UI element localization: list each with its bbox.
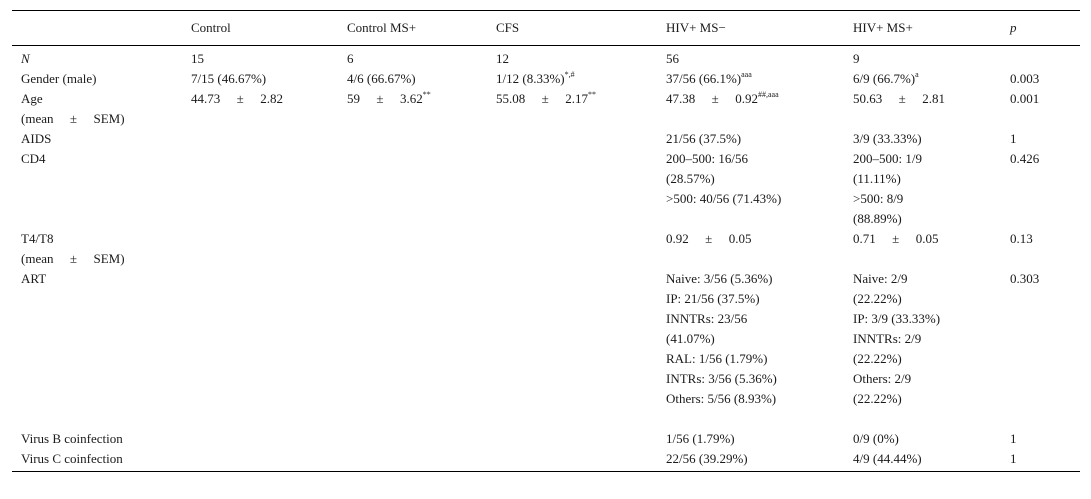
table-row-art [12,269,1080,429]
cell-p: 1 [1010,451,1017,466]
cell-control-ms [338,429,487,449]
cell-line: (28.57%) [666,171,715,186]
cell-hiv-ms-pos: 3/9 (33.33%) [853,131,922,146]
table-row-age [12,89,1080,129]
row-label-line1: T4/T8 [21,231,54,246]
row-label: N [21,51,30,66]
header-hiv-ms-pos: HIV+ MS+ [853,20,913,35]
plus-minus: ± [898,91,906,106]
header-control-ms: Control MS+ [347,20,417,35]
cell-control-ms: 6 [347,51,354,66]
sem-value: 2.81 [922,91,945,106]
label-part: SEM) [93,251,125,266]
cell-cfs [487,149,657,229]
cell-p: 0.003 [1010,71,1040,86]
cell-cfs: 12 [496,51,509,66]
header-control: Control [191,20,231,35]
cell-line: 200–500: 1/9 [853,151,922,166]
cell-hiv-ms-neg [657,89,844,129]
cell-cfs [487,129,657,149]
mean-value: 0.92 [666,231,689,246]
cell-hiv-ms-neg: 22/56 (39.29%) [666,451,748,466]
mean-value: 47.38 [666,91,696,106]
cell-hiv-ms-pos: 9 [853,51,860,66]
cell-line: >500: 40/56 (71.43%) [666,191,782,206]
cell-control: 15 [191,51,204,66]
table-row-virus-c [12,449,1080,472]
cell-line: Naive: 3/56 (5.36%) [666,271,773,286]
significance-mark: a [915,69,919,79]
row-label: Virus B coinfection [21,431,123,446]
table-row-aids [12,129,1080,149]
row-label-line1: Age [21,91,43,106]
cell-line: INTRs: 3/56 (5.36%) [666,371,777,386]
cell-line: INNTRs: 23/56 [666,311,748,326]
header-hiv-ms-neg: HIV+ MS− [666,20,726,35]
row-label: AIDS [21,131,52,146]
cell-line: Others: 5/56 (8.93%) [666,391,777,406]
cell-control-ms [338,449,487,472]
significance-mark: ** [422,89,431,99]
significance-mark: aaa [741,69,752,79]
cell-value: 37/56 (66.1%) [666,71,742,86]
cell-cfs [487,229,657,269]
header-p-value: p [1010,20,1017,35]
cell-control [182,89,338,129]
cell-line: Naive: 2/9 [853,271,908,286]
cell-control-ms [338,229,487,269]
row-label [12,89,182,129]
cell-hiv-ms-pos [844,229,1001,269]
cell-control-ms [338,129,487,149]
cell-line: (11.11%) [853,171,901,186]
cell-cfs [487,449,657,472]
cell-line: IP: 21/56 (37.5%) [666,291,760,306]
cell-line: >500: 8/9 [853,191,904,206]
row-label: Gender (male) [21,71,97,86]
row-label: Virus C coinfection [21,451,123,466]
mean-value: 0.71 [853,231,876,246]
mean-value: 50.63 [853,91,883,106]
plus-minus: ± [711,91,719,106]
table-row-t4t8 [12,229,1080,269]
mean-value: 59 [347,91,360,106]
header-row [12,11,1080,46]
sem-value: 0.05 [915,231,939,246]
label-part: (mean [21,111,54,126]
cell-line: (22.22%) [853,351,902,366]
plus-minus: ± [69,251,78,266]
characteristics-table [12,10,1080,472]
cell-control [182,269,338,429]
cell-p: 1 [1010,431,1017,446]
cell-control [182,129,338,149]
cell-p: 0.303 [1010,271,1040,286]
cell-hiv-ms-neg [657,69,844,89]
cell-line: RAL: 1/56 (1.79%) [666,351,768,366]
cell-control [182,449,338,472]
significance-mark: ##,aaa [758,89,779,99]
row-label: CD4 [21,151,46,166]
cell-cfs [487,269,657,429]
label-part: (mean [21,251,54,266]
cell-hiv-ms-pos [844,69,1001,89]
cell-cfs [487,89,657,129]
row-label: ART [21,271,47,286]
cell-p: 1 [1010,131,1017,146]
cell-value: 6/9 (66.7%) [853,71,916,86]
sem-value: 3.62 [400,91,423,106]
mean-value: 55.08 [496,91,526,106]
cell-hiv-ms-neg: 56 [666,51,679,66]
cell-hiv-ms-neg [657,229,844,269]
sem-value: 0.92 [735,91,758,106]
cell-line: (22.22%) [853,391,902,406]
cell-line: Others: 2/9 [853,371,912,386]
sem-value: 2.82 [260,91,283,106]
cell-line: (88.89%) [853,211,902,226]
cell-cfs [487,69,657,89]
cell-p: 0.13 [1010,231,1033,246]
cell-line: IP: 3/9 (33.33%) [853,311,941,326]
plus-minus: ± [705,231,713,246]
sem-value: 2.17 [565,91,588,106]
significance-mark: *,# [564,69,575,79]
cell-hiv-ms-neg: 1/56 (1.79%) [666,431,735,446]
row-label-line2 [21,249,182,269]
characteristics-table-container [12,10,1080,472]
cell-hiv-ms-pos: 0/9 (0%) [853,431,899,446]
cell-control-ms [338,269,487,429]
cell-control-ms [338,89,487,129]
cell-p: 0.426 [1010,151,1040,166]
plus-minus: ± [376,91,384,106]
cell-control [182,429,338,449]
cell-control: 7/15 (46.67%) [191,71,267,86]
cell-control [182,229,338,269]
cell-hiv-ms-neg: 21/56 (37.5%) [666,131,742,146]
cell-control-ms [338,149,487,229]
cell-value: 1/12 (8.33%) [496,71,565,86]
sem-value: 0.05 [728,231,752,246]
plus-minus: ± [892,231,900,246]
cell-p [1001,46,1080,70]
plus-minus: ± [541,91,549,106]
cell-control-ms: 4/6 (66.67%) [347,71,416,86]
row-label-line2 [21,109,182,129]
table-row-n [12,46,1080,70]
cell-hiv-ms-neg [657,269,844,429]
cell-hiv-ms-pos [844,269,1001,429]
plus-minus: ± [69,111,78,126]
cell-hiv-ms-pos: 4/9 (44.44%) [853,451,922,466]
header-cfs: CFS [496,20,520,35]
cell-hiv-ms-pos [844,89,1001,129]
cell-line: 200–500: 16/56 [666,151,748,166]
table-row-gender [12,69,1080,89]
table-row-virus-b [12,429,1080,449]
header-empty [12,11,182,46]
cell-cfs [487,429,657,449]
significance-mark: ** [588,89,596,99]
cell-hiv-ms-pos [844,149,1001,229]
cell-p: 0.001 [1010,91,1040,106]
cell-hiv-ms-neg [657,149,844,229]
cell-line: (41.07%) [666,331,715,346]
cell-control [182,149,338,229]
cell-line: (22.22%) [853,291,902,306]
spacer [666,409,844,429]
plus-minus: ± [236,91,244,106]
row-label [12,229,182,269]
label-part: SEM) [93,111,125,126]
table-row-cd4 [12,149,1080,229]
cell-line: INNTRs: 2/9 [853,331,922,346]
mean-value: 44.73 [191,91,221,106]
